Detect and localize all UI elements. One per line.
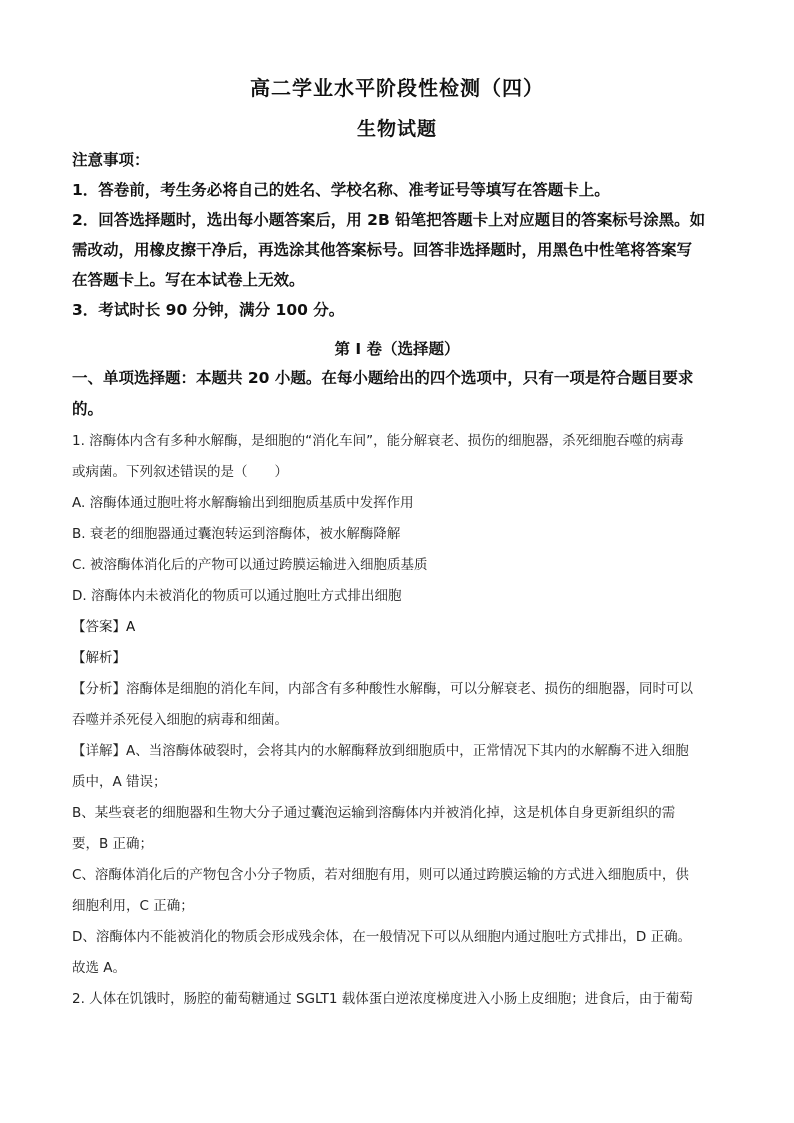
- question-1-option-b: B. 衰老的细胞器通过囊泡转运到溶酶体，被水解酶降解: [72, 526, 401, 542]
- fenxi-line-1: 【分析】溶酶体是细胞的消化车间，内部含有多种酸性水解酶，可以分解衰老、损伤的细胞器，同时可以: [72, 681, 693, 697]
- section-description: [72, 363, 728, 425]
- fenxi-line-2: 吞噬并杀死侵入细胞的病毒和细菌。: [72, 712, 288, 728]
- question-1-stem-line-2: 或病菌。下列叙述错误的是（ ）: [72, 464, 288, 480]
- notice-item-2-line-3: 在答题卡上。写在本试卷上无效。: [72, 271, 305, 289]
- section-desc-line-1: 一、单项选择题：本题共 20 小题。在每小题给出的四个选项中，只有一项是符合题目要求: [72, 369, 694, 387]
- explain-c-line-2: 细胞利用，C 正确；: [72, 898, 194, 914]
- notice-item-2-line-2: 需改动，用橡皮擦干净后，再选涂其他答案标号。回答非选择题时，用黑色中性笔将答案写: [72, 241, 693, 259]
- question-1-stem-line-1: 1. 溶酶体内含有多种水解酶，是细胞的“消化车间”，能分解衰老、损伤的细胞器，杀死细胞吞噬的病毒: [72, 433, 684, 449]
- exam-title: 高二学业水平阶段性检测（四）: [250, 76, 544, 100]
- notice-item-1: 1．答卷前，考生务必将自己的姓名、学校名称、准考证号等填写在答题卡上。: [72, 181, 610, 199]
- notice-item-2-line-1: 2．回答选择题时，选出每小题答案后，用 2B 铅笔把答题卡上对应题目的答案标号涂黑。如: [72, 211, 706, 229]
- notice-section: [72, 145, 728, 325]
- notice-heading: 注意事项：: [72, 151, 150, 169]
- explain-b-line-1: B、某些衰老的细胞器和生物大分子通过囊泡运输到溶酶体内并被消化掉，这是机体自身更新组织的需: [72, 805, 676, 821]
- question-1-option-c: C. 被溶酶体消化后的产物可以通过跨膜运输进入细胞质基质: [72, 557, 428, 573]
- section-desc-line-2: 的。: [72, 400, 104, 418]
- question-1: [72, 426, 728, 1015]
- xiangjie-line-2: 质中，A 错误；: [72, 774, 167, 790]
- question-1-option-a: A. 溶酶体通过胞吐将水解酶输出到细胞质基质中发挥作用: [72, 495, 414, 511]
- section-title: 第 I 卷（选择题）: [334, 340, 460, 358]
- explain-c-line-1: C、溶酶体消化后的产物包含小分子物质，若对细胞有用，则可以通过跨膜运输的方式进入细胞质中，供: [72, 867, 689, 883]
- analysis-label: 【解析】: [72, 650, 126, 666]
- exam-subtitle: 生物试题: [356, 118, 437, 140]
- explain-d-line-1: D、溶酶体内不能被消化的物质会形成残余体，在一般情况下可以从细胞内通过胞吐方式排出，D 正确。: [72, 929, 692, 945]
- xiangjie-line-1: 【详解】A、当溶酶体破裂时，会将其内的水解酶释放到细胞质中，正常情况下其内的水解酶不进入细胞: [72, 743, 689, 759]
- notice-item-3: 3．考试时长 90 分钟，满分 100 分。: [72, 301, 345, 319]
- question-2-stem-line-1: 2. 人体在饥饿时，肠腔的葡萄糖通过 SGLT1 载体蛋白逆浓度梯度进入小肠上皮细胞；进食后，由于葡萄: [72, 991, 693, 1007]
- explain-b-line-2: 要，B 正确；: [72, 836, 154, 852]
- answer-label: 【答案】A: [72, 619, 136, 635]
- question-1-option-d: D. 溶酶体内未被消化的物质可以通过胞吐方式排出细胞: [72, 588, 402, 604]
- conclusion: 故选 A。: [72, 960, 127, 976]
